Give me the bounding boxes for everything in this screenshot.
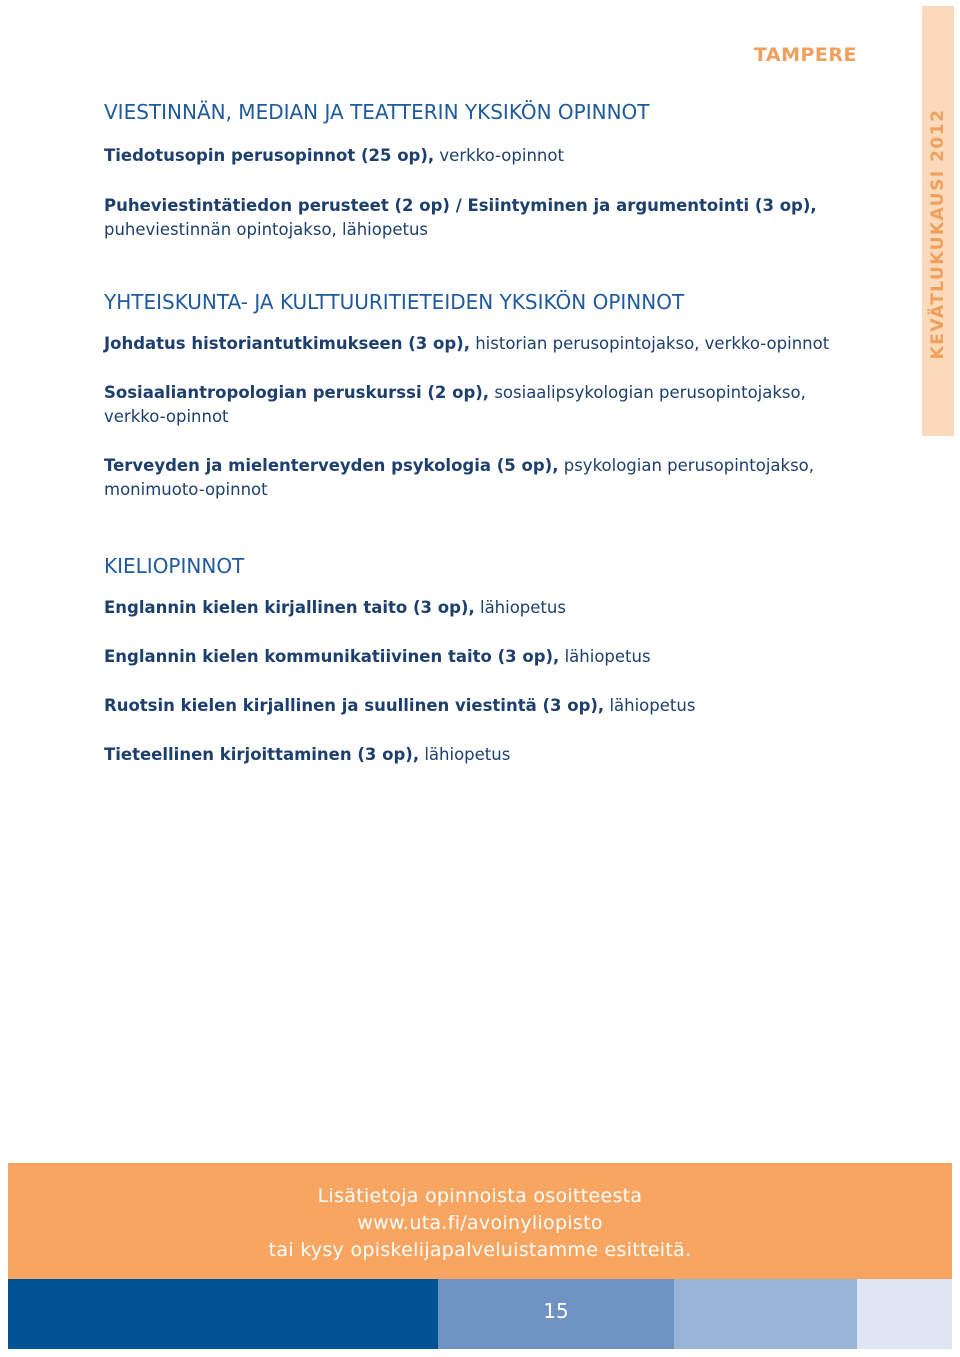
footer-block-mid: [674, 1279, 857, 1349]
footer-block-light: [857, 1279, 952, 1349]
course-item: [104, 144, 864, 168]
course-item: [104, 694, 864, 718]
website-link[interactable]: www.uta.fi/avoinyliopisto: [357, 1212, 603, 1234]
page-number: 15: [543, 1299, 569, 1323]
course-item: [104, 454, 864, 502]
course-detail: sosiaalipsykologian perusopintojakso, verkko-opinnot: [104, 383, 806, 426]
course-detail: psykologian perusopintojakso, monimuoto-opinnot: [104, 456, 815, 499]
course-item: [104, 381, 864, 429]
course-item: [104, 332, 864, 356]
course-name: Puheviestintätiedon perusteet (2 op) / Esiintyminen ja argumentointi (3 op),: [104, 196, 817, 215]
section-heading-languages: KIELIOPINNOT: [104, 554, 245, 578]
section-heading-communication: VIESTINNÄN, MEDIAN JA TEATTERIN YKSIKÖN OPINNOT: [104, 100, 650, 124]
info-line: tai kysy opiskelijapalveluistamme esitteitä.: [268, 1239, 692, 1261]
course-name: Englannin kielen kirjallinen taito (3 op),: [104, 598, 475, 617]
semester-label: KEVÄTLUKUKAUSI 2012: [928, 108, 948, 360]
course-name: Sosiaaliantropologian peruskurssi (2 op),: [104, 383, 490, 402]
course-name: Terveyden ja mielenterveyden psykologia (5 op),: [104, 456, 559, 475]
course-item: [104, 194, 864, 242]
course-detail: lähiopetus: [419, 745, 511, 764]
section-heading-social-sciences: YHTEISKUNTA- JA KULTTUURITIETEIDEN YKSIKÖN OPINNOT: [104, 290, 685, 314]
course-detail: lähiopetus: [604, 696, 696, 715]
city-label: TAMPERE: [753, 44, 857, 66]
footer-color-blocks: [8, 1279, 952, 1349]
footer-block-page: [438, 1279, 674, 1349]
info-line: Lisätietoja opinnoista osoitteesta: [317, 1185, 643, 1207]
course-detail: historian perusopintojakso, verkko-opinnot: [469, 334, 830, 353]
course-detail: lähiopetus: [559, 647, 651, 666]
info-banner: [8, 1163, 952, 1279]
course-detail: lähiopetus: [474, 598, 566, 617]
side-tab: [922, 6, 954, 436]
course-name: Johdatus historiantutkimukseen (3 op),: [104, 334, 470, 353]
course-item: [104, 645, 864, 669]
course-item: [104, 743, 864, 767]
course-detail: verkko-opinnot: [434, 146, 564, 165]
course-detail: puheviestinnän opintojakso, lähiopetus: [104, 220, 429, 239]
course-listing: [104, 98, 864, 767]
course-name: Tiedotusopin perusopinnot (25 op),: [104, 146, 435, 165]
course-name: Ruotsin kielen kirjallinen ja suullinen viestintä (3 op),: [104, 696, 605, 715]
course-name: Englannin kielen kommunikatiivinen taito (3 op),: [104, 647, 560, 666]
footer-block-dark: [8, 1279, 438, 1349]
course-item: [104, 596, 864, 620]
course-name: Tieteellinen kirjoittaminen (3 op),: [104, 745, 420, 764]
